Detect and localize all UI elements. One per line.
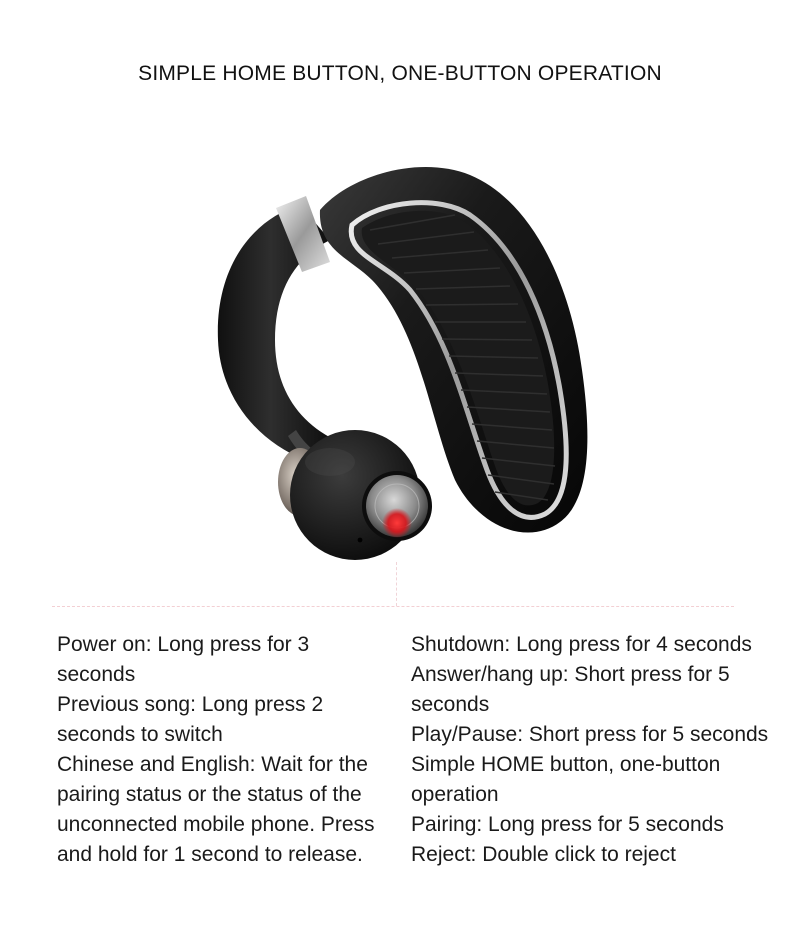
instruction-power-on: Power on: Long press for 3 seconds <box>57 633 310 686</box>
instruction-previous-song: Previous song: Long press 2 seconds to switch <box>57 693 324 746</box>
instruction-answer-hangup: Answer/hang up: Short press for 5 seconds <box>411 663 730 716</box>
instruction-play-pause: Play/Pause: Short press for 5 seconds <box>411 723 769 746</box>
instruction-home-button: Simple HOME button, one-button operation <box>411 753 721 806</box>
earphone-icon <box>0 140 800 610</box>
instructions-right-column <box>411 630 783 870</box>
instruction-pairing: Pairing: Long press for 5 seconds <box>411 813 724 836</box>
instruction-language-switch: Chinese and English: Wait for the pairing status or the status of the unconnected mobile phone. Press and hold for 1 second to release. <box>57 753 375 866</box>
divider-vertical <box>396 562 397 606</box>
instruction-shutdown: Shutdown: Long press for 4 seconds <box>411 633 752 656</box>
page-title: SIMPLE HOME BUTTON, ONE-BUTTON OPERATION <box>138 62 662 85</box>
instructions-left-column <box>57 630 392 870</box>
product-image <box>0 140 800 610</box>
divider-horizontal <box>52 606 734 607</box>
instruction-reject: Reject: Double click to reject <box>411 843 676 866</box>
